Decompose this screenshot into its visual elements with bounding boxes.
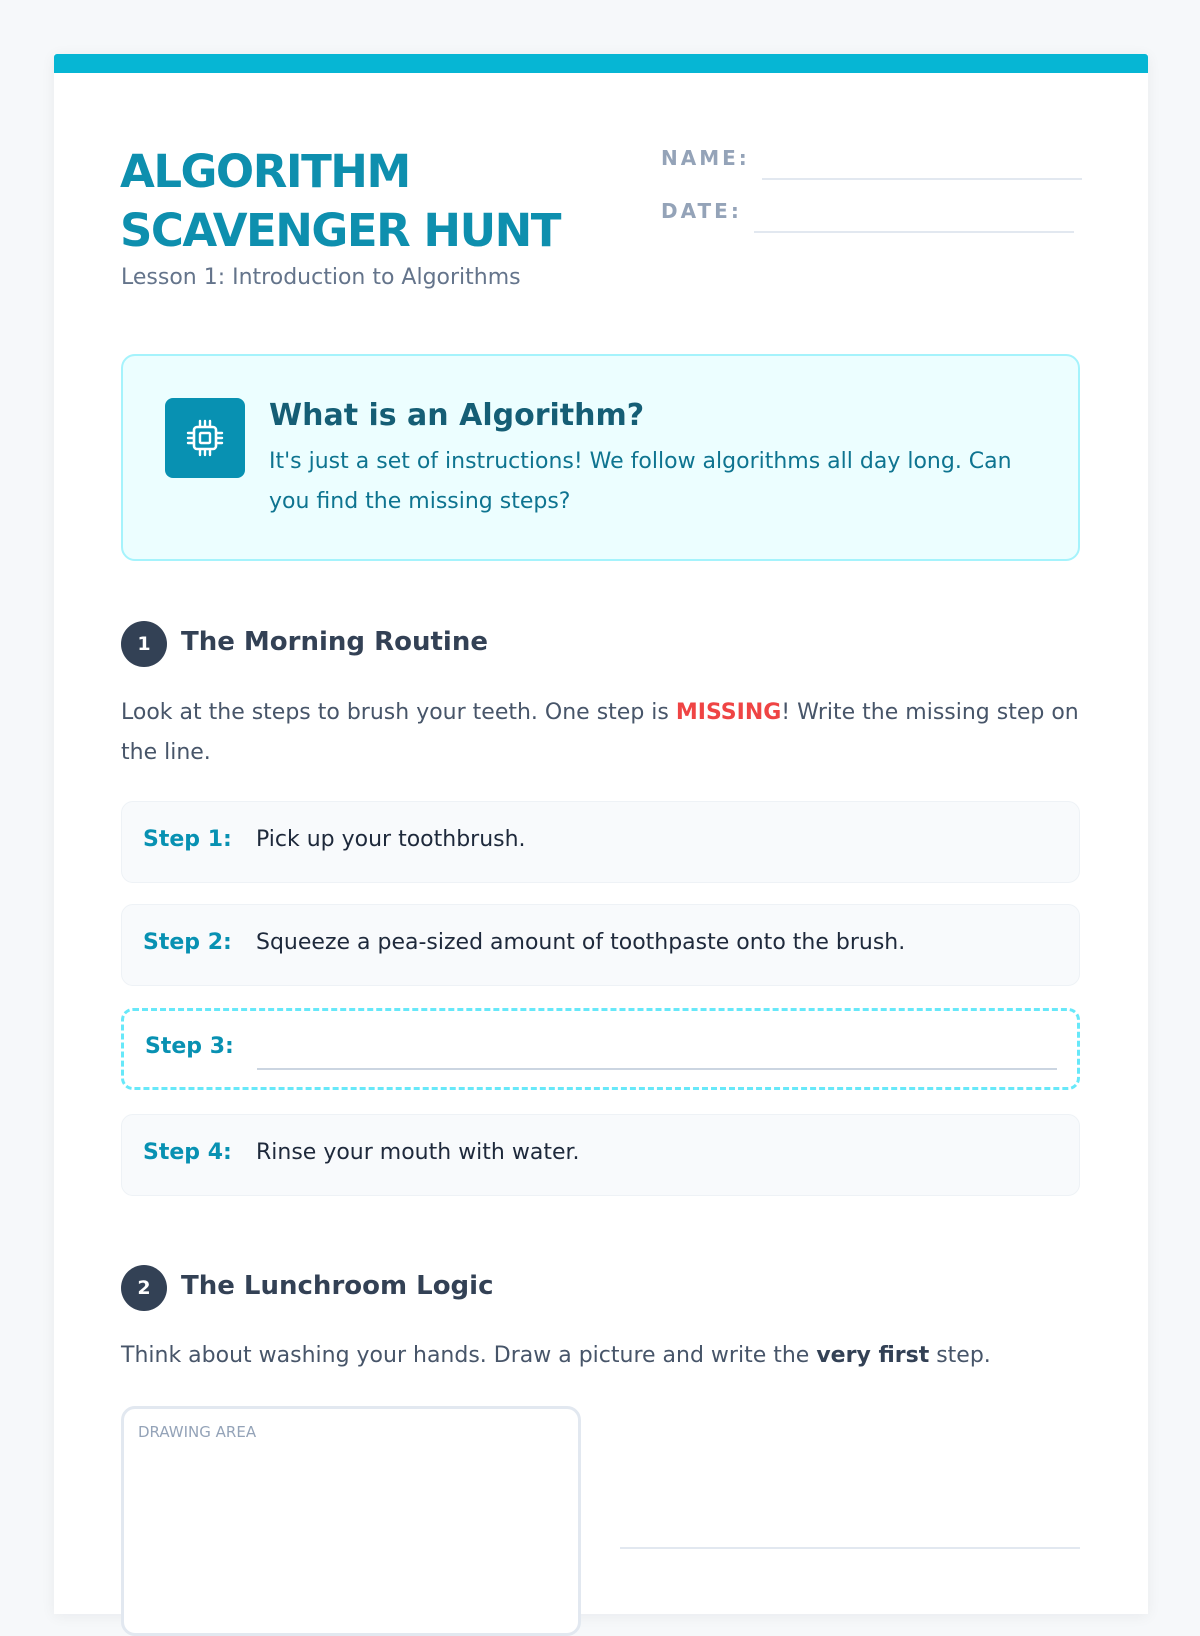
lesson-subtitle: Lesson 1: Introduction to Algorithms [121,265,521,290]
step-label: Step 4: [143,1140,232,1165]
intro-text: It's just a set of instructions! We follow algorithms all day long. Can you find the missing steps? [269,449,1012,514]
instructions-text: Think about washing your hands. Draw a picture and write the [121,1343,817,1368]
step-label: Step 2: [143,930,232,955]
cpu-chip-icon [165,398,245,478]
section-number-badge: 1 [121,621,167,667]
missing-step-row [121,1008,1080,1090]
instructions-text: ! Write the missing step on the line. [121,700,1079,765]
section-title: The Morning Routine [181,627,488,657]
name-label: NAME: [661,146,750,170]
worksheet-title [120,142,560,260]
worksheet-page [54,54,1148,1614]
instructions-text: Look at the steps to brush your teeth. One step is [121,700,676,725]
step-label: Step 3: [145,1034,234,1059]
title-line-1: ALGORITHM [120,145,410,198]
drawing-area[interactable] [121,1406,581,1636]
emphasis-text: very first [816,1343,930,1368]
step-row [121,801,1080,883]
step-text: Rinse your mouth with water. [256,1140,580,1165]
section-1-instructions [121,693,1081,773]
step-text: Squeeze a pea-sized amount of toothpaste onto the brush. [256,930,906,955]
section-number-badge: 2 [121,1265,167,1311]
step-row [121,904,1080,986]
missing-step-answer-line[interactable] [257,1068,1057,1070]
instructions-text: step. [929,1343,991,1368]
missing-highlight: MISSING [675,700,782,725]
date-field[interactable] [754,231,1074,233]
date-label: DATE: [661,199,742,223]
section-2-instructions [121,1336,1081,1376]
title-line-2: SCAVENGER HUNT [120,204,560,257]
step-text: Pick up your toothbrush. [256,827,526,852]
section-title: The Lunchroom Logic [181,1271,494,1301]
step-label: Step 1: [143,827,232,852]
intro-callout [121,354,1080,561]
name-field[interactable] [762,178,1082,180]
step-row [121,1114,1080,1196]
intro-title: What is an Algorithm? [269,398,645,433]
drawing-area-label: DRAWING AREA [138,1423,257,1441]
first-step-answer-line[interactable] [620,1547,1080,1549]
top-accent-bar [54,54,1148,73]
